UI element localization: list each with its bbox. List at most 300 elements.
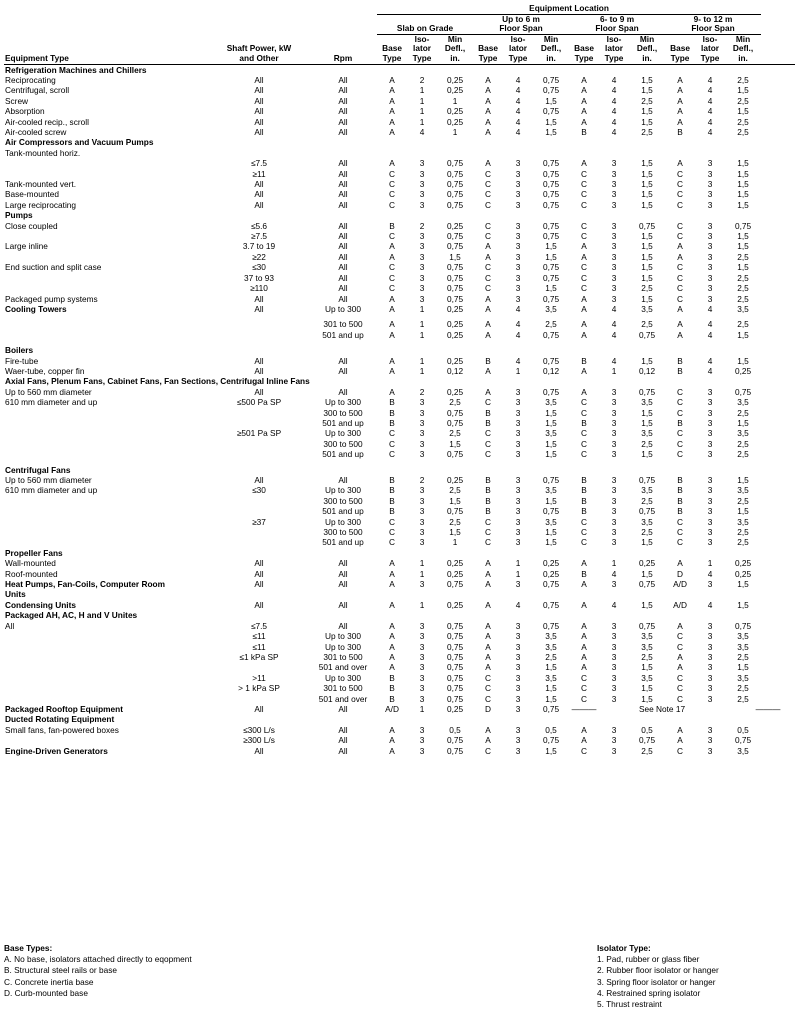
isolator-type-cell: 3 xyxy=(515,179,521,190)
base-type-cell: A xyxy=(485,116,491,127)
isolator-type-cell: 3 xyxy=(515,241,521,252)
isolator-type-cell: 3 xyxy=(611,745,617,756)
rpm-cell: 501 and up xyxy=(322,417,364,428)
rpm-cell: 501 and up xyxy=(322,537,364,548)
isolator-type-cell: 4 xyxy=(515,127,521,137)
min-deflection-cell: 1,5 xyxy=(641,179,653,190)
isolator-type-cell: 3 xyxy=(611,475,617,485)
rpm-cell: All xyxy=(338,158,348,169)
isolator-type-cell: 4 xyxy=(707,116,713,127)
min-deflection-cell: 0,25 xyxy=(446,106,464,117)
rpm-cell: 301 to 500 xyxy=(323,319,363,330)
table-row xyxy=(4,683,795,693)
table-row xyxy=(4,75,795,85)
base-type-cell: C xyxy=(581,537,588,548)
min-deflection-cell: 3,5 xyxy=(641,631,653,642)
isolator-type-cell: 4 xyxy=(611,95,617,106)
equipment-type-cell xyxy=(4,319,209,329)
rpm-cell: All xyxy=(338,579,348,590)
min-deflection-cell: 0,25 xyxy=(446,558,464,569)
isolator-type-cell: 3 xyxy=(419,293,425,304)
base-type-cell: A xyxy=(389,641,395,652)
base-type-cell: B xyxy=(389,397,395,408)
min-deflection-cell: 0,25 xyxy=(734,365,752,376)
min-deflection-cell: 0,25 xyxy=(446,116,464,127)
section-title: Centrifugal Fans xyxy=(5,464,71,475)
section-header-row xyxy=(4,610,795,620)
base-type-cell: A xyxy=(485,319,491,330)
rpm-cell: 300 to 500 xyxy=(323,495,363,506)
rpm-cell: All xyxy=(338,199,348,210)
min-deflection-cell: 1,5 xyxy=(641,568,653,579)
equipment-type-cell xyxy=(4,449,209,459)
rpm-cell: Up to 300 xyxy=(325,672,361,683)
isolator-type-cell: 3 xyxy=(707,620,713,631)
base-type-cell: C xyxy=(677,397,684,408)
iso-header: Type xyxy=(407,54,437,64)
min-deflection-cell: 1,5 xyxy=(737,417,749,428)
isolator-type-cell: 3 xyxy=(611,662,617,673)
isolator-type-cell: 4 xyxy=(611,106,617,117)
min-deflection-cell: 3,5 xyxy=(545,303,557,314)
group-header-line1: 6- to 9 m xyxy=(599,14,635,24)
min-deflection-cell: 1 xyxy=(452,95,458,106)
isolation-table-container xyxy=(4,4,791,756)
empty-cell xyxy=(761,397,795,407)
base-type-cell: A xyxy=(485,620,491,631)
empty-cell xyxy=(761,475,795,485)
isolator-type-cell: 3 xyxy=(611,231,617,242)
empty-cell xyxy=(761,506,795,516)
base-type-cell: A xyxy=(389,74,395,85)
shaft-power-cell xyxy=(209,537,309,547)
base-type-cell: C xyxy=(677,449,684,460)
rpm-cell: All xyxy=(338,355,348,366)
equipment-type-cell: Small fans, fan-powered boxes xyxy=(5,724,119,735)
isolator-type-cell: 3 xyxy=(611,272,617,283)
min-deflection-cell: 1,5 xyxy=(641,199,653,210)
min-deflection-cell: 1 xyxy=(452,127,458,137)
isolator-type-cell: 3 xyxy=(611,199,617,210)
isolator-type-cell: 1 xyxy=(419,303,425,314)
empty-cell xyxy=(761,662,795,672)
min-deflection-cell: 3,5 xyxy=(545,397,557,408)
base-type-cell: B xyxy=(677,506,683,517)
equipment-type-cell: Packaged pump systems xyxy=(5,293,98,304)
min-deflection-cell: 1,5 xyxy=(641,355,653,366)
isolator-type-cell: 3 xyxy=(515,417,521,428)
min-deflection-cell: 0,75 xyxy=(446,199,464,210)
min-deflection-cell: 1,5 xyxy=(545,527,557,538)
min-deflection-cell: 0,12 xyxy=(638,365,656,376)
base-type-cell: A xyxy=(677,319,683,330)
min-deflection-cell: 0,75 xyxy=(542,293,560,304)
base-type-cell: C xyxy=(485,272,492,283)
rpm-cell: All xyxy=(338,127,348,137)
equipment-type-cell: Centrifugal, scroll xyxy=(5,85,70,96)
min-header: in. xyxy=(629,54,665,64)
base-type-cell: C xyxy=(485,438,492,449)
rpm-cell: All xyxy=(338,558,348,569)
min-deflection-cell: 0,75 xyxy=(446,417,464,428)
min-deflection-cell: 0,75 xyxy=(542,168,560,179)
rpm-cell xyxy=(309,148,377,158)
empty-cell xyxy=(761,387,795,397)
base-type-cell: A xyxy=(389,319,395,330)
min-deflection-cell: 3,5 xyxy=(545,428,557,439)
isolator-type-cell: 3 xyxy=(611,506,617,517)
isolator-type-cell: 3 xyxy=(419,683,425,694)
min-deflection-cell: 1,5 xyxy=(641,251,653,262)
base-type-cell: C xyxy=(581,407,588,418)
isolator-type-cell: 3 xyxy=(707,189,713,200)
min-deflection-cell: 1,5 xyxy=(545,495,557,506)
min-deflection-cell: 0,25 xyxy=(734,558,752,569)
base-type-cell: A xyxy=(389,303,395,314)
base-type-cell: C xyxy=(485,231,492,242)
base-type-cell: C xyxy=(485,397,492,408)
min-deflection-cell: 2,5 xyxy=(641,438,653,449)
equipment-type-cell xyxy=(4,735,209,745)
min-deflection-cell: 1,5 xyxy=(449,251,461,262)
isolator-type-cell: 3 xyxy=(419,506,425,517)
table-row xyxy=(4,127,795,137)
isolator-type-cell: 3 xyxy=(515,703,521,714)
shaft-power-cell xyxy=(209,662,309,672)
base-type-cell: C xyxy=(485,262,492,273)
isolator-type-cell: 3 xyxy=(707,506,713,517)
base-type-cell: C xyxy=(677,262,684,273)
min-deflection-cell: 0,75 xyxy=(638,579,656,590)
base-type-cell: A xyxy=(485,662,491,673)
min-deflection-cell: 3,5 xyxy=(545,631,557,642)
equipment-type-cell xyxy=(4,662,209,672)
shaft-power-cell: All xyxy=(254,475,264,485)
shaft-power-cell: All xyxy=(254,386,264,397)
rpm-cell: All xyxy=(338,116,348,127)
shaft-power-cell: 37 to 93 xyxy=(244,272,274,283)
shaft-power-cell: ≤300 L/s xyxy=(243,724,275,735)
isolator-type-cell: 1 xyxy=(419,329,425,340)
min-deflection-cell: 3,5 xyxy=(545,516,557,527)
min-deflection-cell: 2,5 xyxy=(737,693,749,704)
base-type-cell: A xyxy=(581,251,587,262)
isolator-type-cell: 3 xyxy=(611,693,617,704)
base-type-cell: B xyxy=(389,495,395,506)
isolator-type-cell: 3 xyxy=(419,527,425,538)
base-type-cell: C xyxy=(581,231,588,242)
min-deflection-cell: 2,5 xyxy=(737,407,749,418)
min-deflection-cell: 1 xyxy=(452,537,458,548)
min-deflection-cell: 0,75 xyxy=(542,189,560,200)
min-deflection-cell: 2,5 xyxy=(641,527,653,538)
vibration-isolation-table xyxy=(4,4,795,756)
table-row xyxy=(4,387,795,397)
base-type-cell: B xyxy=(581,475,587,485)
min-deflection-cell: 1,5 xyxy=(641,449,653,460)
rpm-cell: 501 and up xyxy=(322,449,364,460)
isolator-type-cell: 1 xyxy=(419,319,425,330)
min-header: in. xyxy=(533,54,569,64)
isolator-type-cell: 1 xyxy=(515,558,521,569)
min-header: Min xyxy=(543,34,559,44)
table-row xyxy=(4,117,795,127)
base-type-cell: A xyxy=(677,241,683,252)
min-deflection-cell: 1,5 xyxy=(545,417,557,428)
table-row xyxy=(4,506,795,516)
base-type-cell: B xyxy=(485,495,491,506)
isolator-type-cell: 4 xyxy=(515,599,521,610)
min-deflection-cell: 1,5 xyxy=(737,189,749,200)
base-type-cell: C xyxy=(581,199,588,210)
isolator-type-cell: 3 xyxy=(515,693,521,704)
isolator-type-cell: 3 xyxy=(419,179,425,190)
empty-cell xyxy=(761,735,795,745)
min-deflection-cell: 0,75 xyxy=(542,386,560,397)
iso-header: Iso- xyxy=(414,34,430,44)
shaft-power-cell: ≤11 xyxy=(252,631,266,642)
base-type-cell: C xyxy=(677,693,684,704)
min-deflection-cell: 0,75 xyxy=(638,386,656,397)
isolator-type-cell: 4 xyxy=(611,85,617,96)
iso-header: Type xyxy=(695,54,725,64)
isolator-type-cell: 3 xyxy=(707,199,713,210)
isolator-type-cell: 3 xyxy=(515,683,521,694)
table-row xyxy=(4,600,795,610)
min-deflection-cell: 2,5 xyxy=(737,283,749,294)
table-row xyxy=(4,330,795,340)
isolator-type-cell: 3 xyxy=(419,537,425,548)
equipment-type-cell xyxy=(4,683,209,693)
min-deflection-cell: 0,75 xyxy=(734,620,752,631)
min-deflection-cell: 2,5 xyxy=(737,272,749,283)
base-type-cell: A xyxy=(389,106,395,117)
min-deflection-cell: 2,5 xyxy=(641,283,653,294)
base-type-cell: A xyxy=(485,127,491,137)
base-type-cell: B xyxy=(677,417,683,428)
isolator-type-cell: 3 xyxy=(515,735,521,746)
min-deflection-cell: 1,5 xyxy=(545,449,557,460)
table-row xyxy=(4,85,795,95)
group-header-line2: Floor Span xyxy=(473,24,569,34)
equipment-type-cell: Tank-mounted vert. xyxy=(5,179,77,190)
isolator-type-item: 2. Rubber floor isolator or hanger xyxy=(597,965,719,976)
base-type-cell: A xyxy=(581,329,587,340)
base-type-cell: C xyxy=(389,168,396,179)
base-type-cell: D xyxy=(677,568,684,579)
isolator-type-cell: 1 xyxy=(515,568,521,579)
base-type-cell: B xyxy=(485,407,491,418)
base-type-cell: A xyxy=(389,662,395,673)
min-deflection-cell: 3,5 xyxy=(737,631,749,642)
min-deflection-cell: 2,5 xyxy=(737,449,749,460)
isolator-type-cell: 1 xyxy=(419,106,425,117)
isolator-type-cell: 3 xyxy=(611,724,617,735)
base-type-cell: C xyxy=(581,745,588,756)
isolator-type-cell: 3 xyxy=(611,407,617,418)
min-deflection-cell: 0,75 xyxy=(542,329,560,340)
equipment-type-cell: End suction and split case xyxy=(5,262,102,273)
base-type-cell: B xyxy=(581,417,587,428)
base-type-cell: A xyxy=(389,95,395,106)
equipment-type-cell: Reciprocating xyxy=(5,74,56,85)
base-type-cell: A xyxy=(485,735,491,746)
isolator-type-cell: 3 xyxy=(515,527,521,538)
min-deflection-cell: 1,5 xyxy=(737,106,749,117)
equipment-type-cell: Close coupled xyxy=(5,220,58,231)
empty-cell xyxy=(761,527,795,537)
shaft-power-cell: All xyxy=(254,599,264,610)
min-header: Defl., xyxy=(636,44,658,54)
table-row xyxy=(4,642,795,652)
min-deflection-cell: 0,75 xyxy=(542,179,560,190)
rpm-cell: All xyxy=(338,475,348,485)
base-type-cell: C xyxy=(677,189,684,200)
empty-cell xyxy=(761,439,795,449)
equipment-type-cell xyxy=(4,252,209,262)
base-type-cell: C xyxy=(581,449,588,460)
shaft-power-cell xyxy=(209,496,309,506)
base-type-cell: A xyxy=(389,116,395,127)
isolator-types-legend xyxy=(597,943,795,1010)
empty-cell xyxy=(761,241,795,251)
dash-cell: ——— xyxy=(755,703,781,714)
isolator-type-cell: 3 xyxy=(419,417,425,428)
equipment-type-cell xyxy=(4,496,209,506)
isolator-type-cell: 3 xyxy=(611,428,617,439)
isolator-type-cell: 3 xyxy=(611,579,617,590)
equipment-type-cell: Air-cooled recip., scroll xyxy=(5,116,89,127)
base-type-cell: B xyxy=(485,485,491,496)
isolator-type-cell: 3 xyxy=(707,293,713,304)
base-type-cell: A xyxy=(581,620,587,631)
min-deflection-cell: 1,5 xyxy=(641,293,653,304)
isolator-type-cell: 4 xyxy=(419,127,425,137)
isolator-type-cell: 4 xyxy=(707,85,713,96)
isolator-type-cell: 3 xyxy=(419,631,425,642)
shaft-power-cell: ≥501 Pa SP xyxy=(236,428,282,439)
base-type-cell: B xyxy=(389,672,395,683)
rpm-cell: All xyxy=(338,241,348,252)
isolator-type-cell: 3 xyxy=(419,745,425,756)
isolator-type-cell: 3 xyxy=(515,168,521,179)
base-type-cell: C xyxy=(389,537,396,548)
iso-header: lator xyxy=(413,44,432,54)
isolator-type-cell: 3 xyxy=(611,683,617,694)
isolator-type-cell: 3 xyxy=(419,485,425,496)
isolator-type-cell: 3 xyxy=(419,397,425,408)
equipment-type-cell: Absorption xyxy=(5,106,45,117)
min-deflection-cell: 1,5 xyxy=(545,127,557,137)
base-type-cell: B xyxy=(677,495,683,506)
rpm-cell: All xyxy=(338,272,348,283)
isolator-type-cell: 1 xyxy=(419,568,425,579)
isolator-type-cell: 4 xyxy=(707,365,713,376)
isolator-type-cell: 3 xyxy=(707,428,713,439)
iso-header: Iso- xyxy=(510,34,526,44)
min-deflection-cell: 1,5 xyxy=(545,438,557,449)
min-deflection-cell: 1,5 xyxy=(545,693,557,704)
base-type-cell: D xyxy=(485,703,492,714)
min-deflection-cell: 3,5 xyxy=(641,397,653,408)
shaft-power-cell: All xyxy=(254,568,264,579)
group-header-line2: Floor Span xyxy=(665,24,761,34)
base-type-cell: C xyxy=(581,516,588,527)
min-deflection-cell: 0,75 xyxy=(446,189,464,200)
rpm-cell: All xyxy=(338,179,348,190)
empty-cell xyxy=(761,449,795,459)
table-row xyxy=(4,537,795,547)
base-header: Base xyxy=(670,44,690,54)
min-deflection-cell: 1,5 xyxy=(641,537,653,548)
shaft-power-cell xyxy=(209,506,309,516)
min-deflection-cell: 0,75 xyxy=(638,475,656,485)
base-header: Type xyxy=(665,54,695,64)
min-deflection-cell: 0,25 xyxy=(446,220,464,231)
table-row xyxy=(4,621,795,631)
base-type-cell: A xyxy=(677,116,683,127)
rpm-cell: All xyxy=(338,251,348,262)
base-type-cell: C xyxy=(677,168,684,179)
base-type-cell: A xyxy=(389,251,395,262)
base-type-cell: C xyxy=(389,516,396,527)
equipment-type-cell xyxy=(4,642,209,652)
min-deflection-cell: 0,75 xyxy=(446,620,464,631)
base-type-cell: C xyxy=(677,516,684,527)
min-deflection-cell: 0,75 xyxy=(638,329,656,340)
min-deflection-cell: 0,25 xyxy=(446,599,464,610)
table-row xyxy=(4,262,795,272)
isolator-type-cell: 4 xyxy=(707,127,713,137)
min-header: in. xyxy=(725,54,761,64)
rpm-cell: All xyxy=(338,735,348,746)
base-type-cell: C xyxy=(581,397,588,408)
base-type-cell: B xyxy=(677,475,683,485)
isolator-type-cell: 4 xyxy=(515,85,521,96)
rpm-cell: All xyxy=(338,262,348,273)
min-deflection-cell: 2,5 xyxy=(737,95,749,106)
shaft-power-cell xyxy=(209,439,309,449)
isolator-type-cell: 4 xyxy=(611,127,617,137)
min-deflection-cell: 2,5 xyxy=(545,651,557,662)
table-row xyxy=(4,746,795,756)
min-deflection-cell: 3,5 xyxy=(737,672,749,683)
base-type-cell: C xyxy=(389,262,396,273)
rpm-cell: All xyxy=(338,283,348,294)
base-type-cell: A xyxy=(485,568,491,579)
base-type-cell: A xyxy=(677,651,683,662)
base-type-cell: C xyxy=(485,516,492,527)
base-type-cell: A xyxy=(485,641,491,652)
min-deflection-cell: 1,5 xyxy=(737,506,749,517)
shaft-power-cell: ≥37 xyxy=(252,516,266,527)
shaft-power-cell: ≥300 L/s xyxy=(243,735,275,746)
rpm-cell: 301 to 500 xyxy=(323,651,363,662)
base-type-cell: C xyxy=(677,527,684,538)
empty-cell xyxy=(761,221,795,231)
isolator-type-cell: 3 xyxy=(515,537,521,548)
min-deflection-cell: 0,25 xyxy=(446,475,464,485)
base-type-cell: A xyxy=(581,724,587,735)
equipment-type-cell: Packaged Rooftop Equipment xyxy=(5,703,124,714)
empty-cell xyxy=(761,746,795,756)
isolator-type-cell: 1 xyxy=(515,365,521,376)
empty-cell xyxy=(761,621,795,631)
isolator-type-cell: 3 xyxy=(515,672,521,683)
rpm-cell: All xyxy=(338,386,348,397)
rpm-cell: All xyxy=(338,724,348,735)
base-type-cell: A xyxy=(389,620,395,631)
